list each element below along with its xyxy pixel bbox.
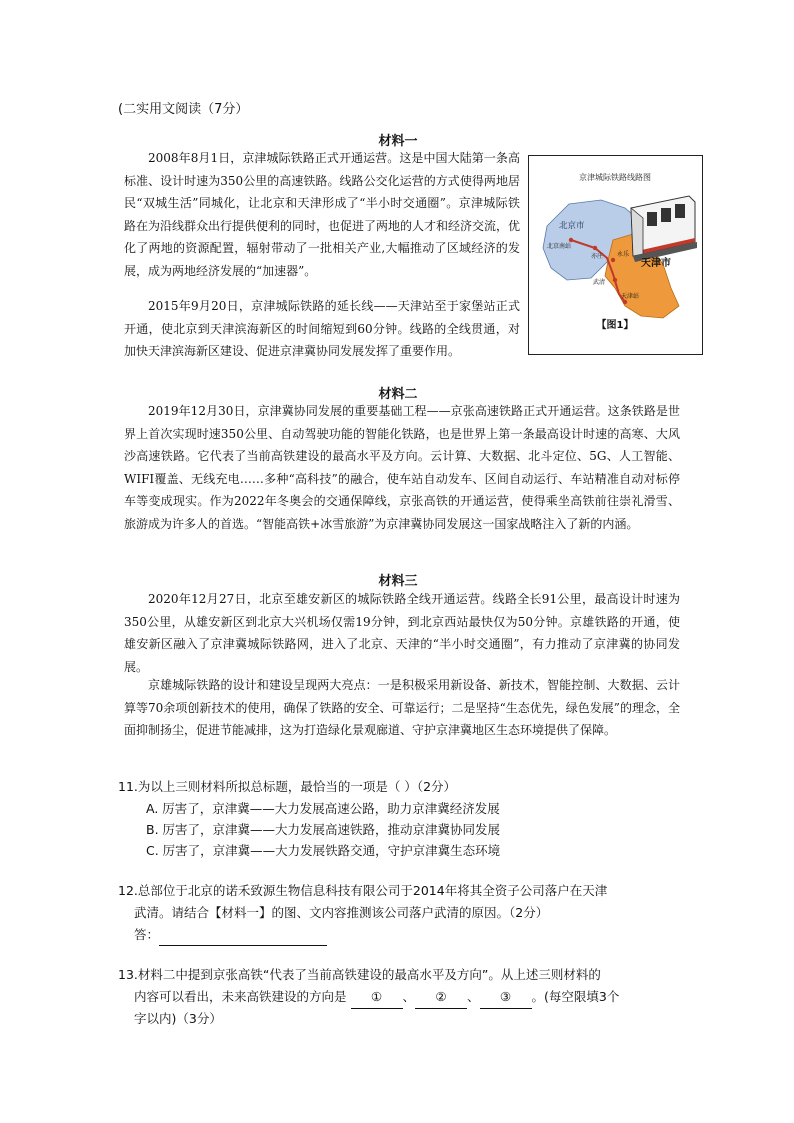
question-12-answer-blank[interactable]	[159, 929, 327, 946]
question-13-separator-2: 、	[467, 989, 480, 1004]
route-map-figure	[528, 155, 703, 355]
question-13-line-2	[134, 986, 619, 1009]
material1-paragraph-2: 2015年9月20日，京津城际铁路的延长线——天津站至于家堡站正式开通，使北京到天津滨海新区的时间缩短到60分钟。线路的全线贯通，对加快天津滨海新区建设、促进京津冀协同发展发挥了重要作用。	[124, 299, 520, 358]
question-12-answer-row	[134, 924, 327, 946]
material1-title: 材料一	[378, 134, 418, 149]
station-label-yongle: 永乐	[617, 251, 630, 258]
map-label-tianjin	[641, 256, 671, 269]
question-13-separator-1: 、	[402, 989, 416, 1004]
material3-paragraph-1: 2020年12月27日，北京至雄安新区的城际铁路全线开通运营。线路全长91公里，最高设计时速为350公里，从雄安新区到北京大兴机场仅需19分钟，到北京西站最快仅为50分钟。京雄铁路的开通，使雄安新区融入了京津冀城际铁路网，进入了北京、天津的“半小时交通圈”，有力推动了京津冀的协同发展。	[124, 592, 680, 674]
section-title: (二实用文阅读（7分）	[118, 102, 249, 117]
material2-paragraph-1: 2019年12月30日，京津冀协同发展的重要基础工程——京张高速铁路正式开通运营。这条铁路是世界上首次实现时速350公里、自动驾驶功能的智能化铁路，也是世界上第一条最高设计时速的高寒、大风沙高速铁路。它代表了当前高铁建设的最高水平及方向。云计算、大数据、北斗定位、5G、人工智能、WIFI覆盖、无线充电……多种“高科技”的融合，使车站自动发车、区间自动运行、车站精准自动对标停车等变成现实。作为2022年冬奥会的交通保障线，京张高铁的开通运营，使得乘坐高铁前往崇礼滑雪、旅游成为许多人的首选。“智能高铁+冰雪旅游”为京津冀协同发展这一国家战略注入了新的内涵。	[124, 404, 680, 531]
station-label-tianjin: 天津站	[621, 293, 640, 300]
material3-title: 材料三	[378, 574, 418, 589]
route-map-illustration	[529, 156, 702, 354]
question-13-line-2-suffix: 。(每空限填3个	[531, 989, 620, 1004]
question-11-option-a[interactable]: A. 厉害了，京津冀——大力发展高速公路，助力京津冀经济发展	[146, 801, 500, 816]
material3-paragraph-2: 京雄城际铁路的设计和建设呈现两大亮点：一是积极采用新设备、新技术，智能控制、大数据、云计算等70余项创新技术的使用，确保了铁路的安全、可靠运行；二是坚持“生态优先，绿色发展”的理念，全面抑制扬尘，促进节能减排，这为打造绿化景观廊道、守护京津冀地区生态环境提供了保障。	[124, 678, 680, 737]
station-label-wuqing: 武清	[593, 279, 606, 286]
question-12-answer-label: 答：	[134, 927, 160, 942]
question-13-line-3: 字以内)（3分）	[134, 1011, 222, 1026]
map-label-beijing: 北京市	[559, 221, 585, 231]
train-icon	[631, 196, 697, 262]
question-13-blank-1[interactable]: ①	[351, 986, 403, 1009]
question-13-line-2-text: 内容可以看出，未来高铁建设的方向是	[134, 989, 347, 1004]
map-title: 京津城际铁路线路图	[579, 173, 651, 182]
material2-title: 材料二	[378, 387, 418, 402]
question-12-line-1: 12.总部位于北京的诺禾致源生物信息科技有限公司于2014年将其全资子公司落户在天津	[118, 883, 608, 898]
question-13-blank-2[interactable]: ②	[415, 986, 467, 1009]
question-12-line-2: 武清。请结合【材料一】的图、文内容推测该公司落户武清的原因。（2分）	[134, 905, 549, 920]
material1-paragraph-1: 2008年8月1日，京津城际铁路正式开通运营。这是中国大陆第一条高标准、设计时速为350公里的高速铁路。线路公交化运营的方式使得两地居民“双城生活”同城化，让北京和天津形成了“半小时交通圈”。京津城际铁路在为沿线群众出行提供便利的同时，也促进了两地的人才和经济交流，优化了两地的资源配置，辐射带动了一批相关产业,大幅推动了区域经济的发展，成为两地经济发展的“加速器”。	[124, 151, 521, 278]
map-caption: 【图1】	[596, 320, 634, 331]
question-11-stem: 11.为以上三则材料所拟总标题，最恰当的一项是（ ）（2分）	[118, 779, 457, 794]
question-13-blank-3[interactable]: ③	[480, 986, 532, 1009]
station-label-beijingnan: 北京南站	[547, 243, 572, 250]
question-11-option-b[interactable]: B. 厉害了，京津冀——大力发展高速铁路，推动京津冀协同发展	[146, 822, 501, 837]
svg-text:天津市: 天津市	[641, 258, 671, 269]
station-label-yizhuang: 亦庄	[591, 253, 604, 260]
question-13-line-1: 13.材料二中提到京张高铁“代表了当前高铁建设的最高水平及方向”。从上述三则材料的	[118, 967, 601, 982]
question-11-option-c[interactable]: C. 厉害了，京津冀——大力发展铁路交通，守护京津冀生态环境	[146, 843, 501, 858]
